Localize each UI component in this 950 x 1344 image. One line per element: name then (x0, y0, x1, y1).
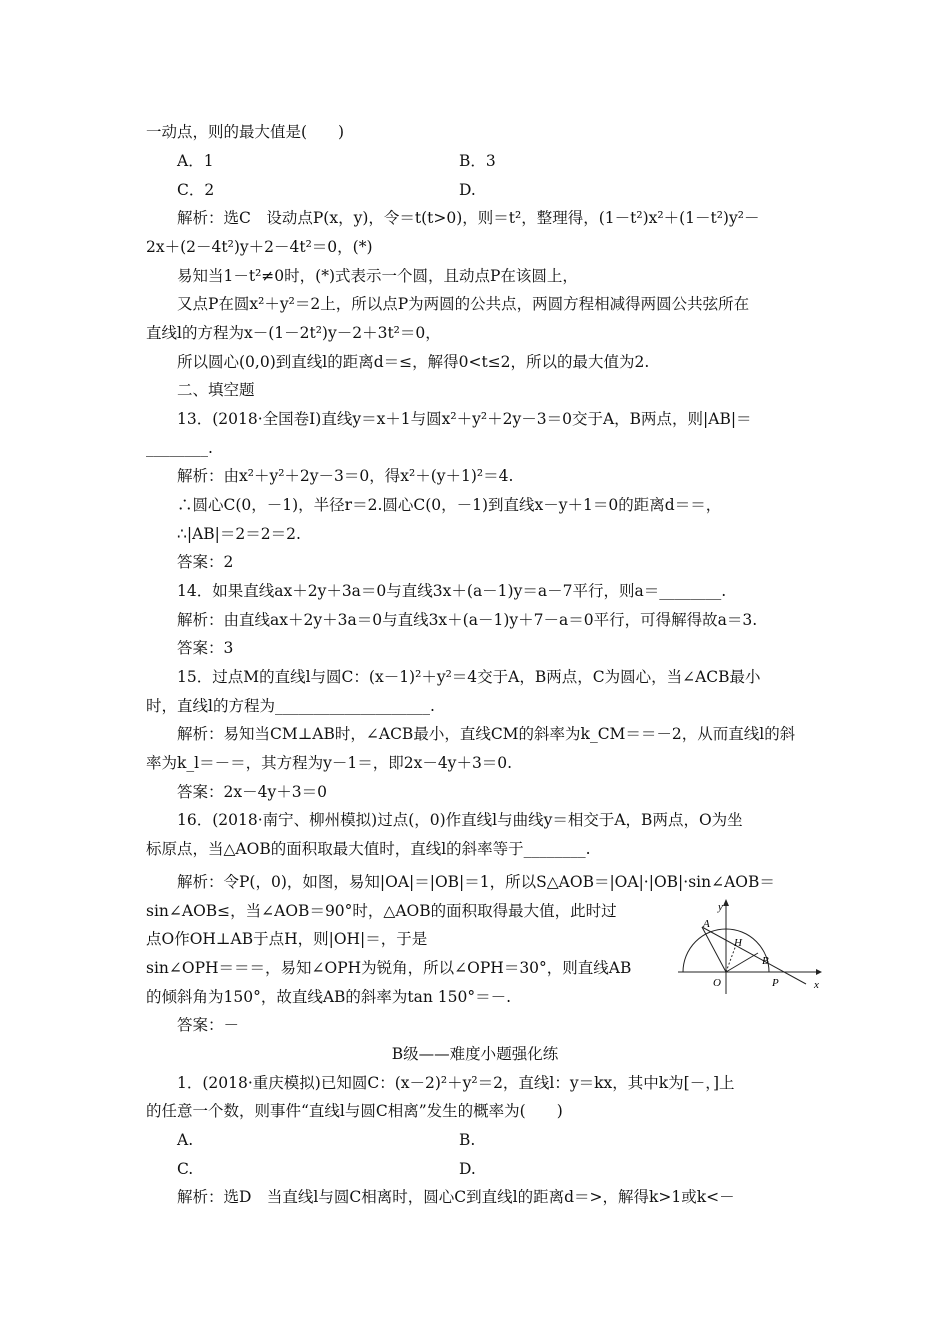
segment-ob (726, 953, 758, 972)
q14-answer: 答案：3 (177, 639, 234, 657)
y-axis-arrow (723, 899, 729, 906)
q15-solution-line: 解析：易知当CM⊥AB时，∠ACB最小，直线CM的斜率为k_CM＝＝－2，从而直线l的斜 (177, 725, 796, 743)
q13-stem: 13．(2018·全国卷Ⅰ)直线y＝x＋1与圆x²＋y²＋2y－3＝0交于A，B两点，则|AB|＝ (177, 410, 752, 428)
q13-solution-line: ∴|AB|＝2＝2＝2. (177, 525, 301, 543)
segment-oh (726, 945, 736, 972)
b1-solution-line: 解析：选D 当直线l与圆C相离时，圆心C到直线l的距离d＝>，解得k>1或k<－ (177, 1188, 735, 1206)
y-axis-label: y (718, 901, 723, 913)
q15-stem: 15．过点M的直线l与圆C：(x－1)²＋y²＝4交于A，B两点，C为圆心，当∠ACB最小 (177, 668, 761, 686)
b1-option-c: C. (177, 1160, 194, 1178)
q16-stem: 16．(2018·南宁、柳州模拟)过点(，0)作直线l与曲线y＝相交于A，B两点，O为坐 (177, 811, 743, 829)
q12-solution-line: 直线l的方程为x－(1－2t²)y－2＋3t²＝0， (146, 324, 441, 342)
q12-solution-line: 2x＋(2－4t²)y＋2－4t²＝0，(*) (146, 238, 373, 256)
b1-stem: 的任意一个数，则事件“直线l与圆C相离”发生的概率为( ) (146, 1102, 563, 1120)
q16-solution-line: 的倾斜角为150°，故直线AB的斜率为tan 150°＝－. (146, 988, 512, 1006)
b1-option-b: B. (459, 1131, 476, 1149)
q15-solution-line: 率为k_l＝－＝，其方程为y－1＝，即2x－4y＋3＝0. (146, 754, 513, 772)
point-a-label: A (703, 918, 710, 930)
x-axis-label: x (814, 979, 819, 991)
q16-solution-line: 解析：令P(，0)，如图，易知|OA|＝|OB|＝1，所以S△AOB＝|OA|·|OB|·sin∠AOB＝ (177, 873, 775, 891)
point-p-label: P (772, 977, 779, 989)
q16-stem: 标原点，当△AOB的面积取最大值时，直线l的斜率等于________. (146, 840, 591, 858)
q16-solution-line: 点O作OH⊥AB于点H，则|OH|＝，于是 (146, 930, 428, 948)
semicircle-geometry-figure (676, 896, 824, 996)
q13-answer: 答案：2 (177, 553, 234, 571)
q12-option-a: A．1 (177, 152, 214, 170)
q13-solution-line: 解析：由x²＋y²＋2y－3＝0，得x²＋(y＋1)²＝4. (177, 467, 514, 485)
q15-stem: 时，直线l的方程为____________________. (146, 697, 435, 715)
x-axis-arrow (816, 969, 822, 975)
q15-answer: 答案：2x－4y＋3＝0 (177, 783, 327, 801)
origin-label: O (713, 977, 721, 989)
section-heading: 二、填空题 (177, 381, 255, 399)
q12-solution-line: 解析：选C 设动点P(x，y)，令＝t(t>0)，则＝t²，整理得，(1－t²)x²＋(1－t²)y²－ (177, 209, 760, 227)
q14-solution-line: 解析：由直线ax＋2y＋3a＝0与直线3x＋(a－1)y＋7－a＝0平行，可得解得故a＝3. (177, 611, 758, 629)
q16-solution-line: sin∠AOB≤，当∠AOB＝90°时，△AOB的面积取得最大值，此时过 (146, 902, 617, 920)
point-b-label: B (762, 955, 769, 967)
q12-option-c: C．2 (177, 181, 215, 199)
q16-solution-line: sin∠OPH＝＝＝，易知∠OPH为锐角，所以∠OPH＝30°，则直线AB (146, 959, 632, 977)
q12-option-b: B．3 (459, 152, 496, 170)
b1-stem: 1．(2018·重庆模拟)已知圆C：(x－2)²＋y²＝2，直线l：y＝kx，其中k为[－，]上 (177, 1074, 735, 1092)
point-h-label: H (734, 937, 742, 949)
q12-stem: 一动点，则的最大值是( ) (146, 123, 345, 141)
q12-solution-line: 所以圆心(0,0)到直线l的距离d＝≤，解得0<t≤2，所以的最大值为2. (177, 353, 650, 371)
q16-answer: 答案：－ (177, 1016, 240, 1034)
b1-option-a: A. (177, 1131, 194, 1149)
q12-option-d: D. (459, 181, 476, 199)
b1-option-d: D. (459, 1160, 476, 1178)
level-b-heading: B级——难度小题强化练 (391, 1045, 559, 1063)
q13-solution-line: ∴圆心C(0，－1)，半径r＝2.圆心C(0，－1)到直线x－y＋1＝0的距离d＝＝， (177, 496, 722, 514)
q12-solution-line: 易知当1－t²≠0时，(*)式表示一个圆，且动点P在该圆上， (177, 267, 578, 285)
q13-stem-blank: ________. (146, 439, 213, 457)
q14-stem: 14．如果直线ax＋2y＋3a＝0与直线3x＋(a－1)y＝a－7平行，则a＝________. (177, 582, 727, 600)
q12-solution-line: 又点P在圆x²＋y²＝2上，所以点P为两圆的公共点，两圆方程相减得两圆公共弦所在 (177, 295, 750, 313)
